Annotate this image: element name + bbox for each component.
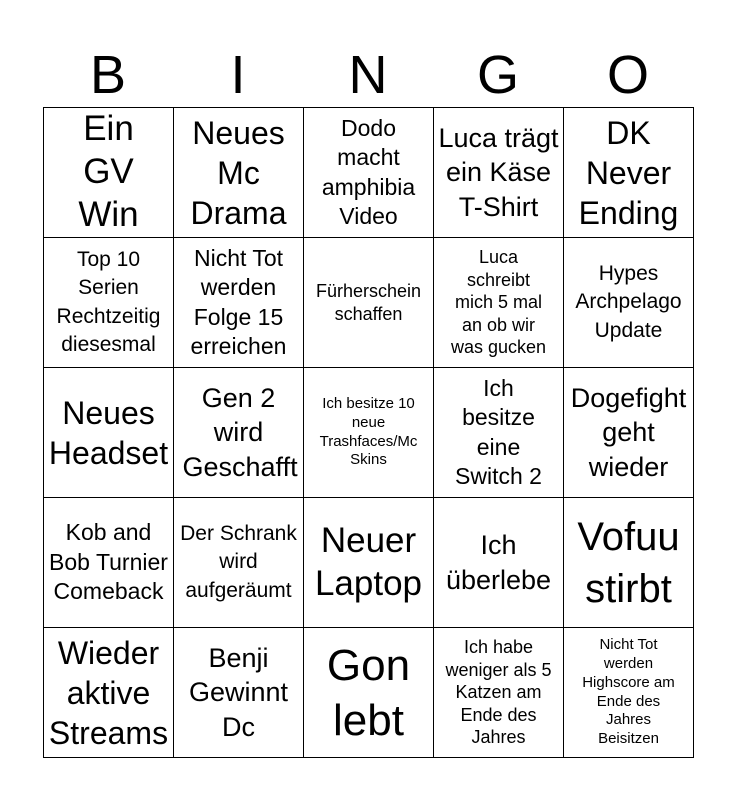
bingo-board — [43, 107, 694, 758]
cell-text: Nicht Tot werden Folge 15 erreichen — [190, 244, 287, 359]
bingo-cell[interactable] — [434, 238, 564, 368]
bingo-cell[interactable] — [174, 238, 304, 368]
bingo-cell[interactable] — [434, 108, 564, 238]
cell-text: Hypes Archpelago Update — [575, 261, 682, 342]
bingo-cell[interactable] — [434, 368, 564, 498]
header-letter-g: G — [476, 45, 519, 105]
cell-text: Ich besitze eine Switch 2 — [455, 374, 542, 489]
bingo-cell[interactable] — [174, 628, 304, 758]
bingo-cell[interactable] — [174, 498, 304, 628]
cell-text: Benji Gewinnt Dc — [188, 642, 289, 742]
cell-text: Nicht Tot werden Highscore am Ende des Jahres Beisitzen — [582, 636, 675, 747]
cell-text: Neues Headset — [48, 394, 169, 471]
bingo-cell[interactable] — [44, 628, 174, 758]
cell-text: Wieder aktive Streams — [48, 634, 169, 751]
cell-text: Ich besitze 10 neue Trashfaces/Mc Skins — [319, 395, 418, 469]
cell-text: Ich habe weniger als 5 Katzen am Ende des Jahres — [445, 637, 552, 748]
cell-text: Gon lebt — [326, 640, 411, 745]
header-letter-o: O — [606, 45, 649, 105]
bingo-header — [43, 42, 693, 108]
bingo-cell[interactable] — [304, 238, 434, 368]
cell-text: Top 10 Serien Rechtzeitig diesesmal — [56, 247, 161, 356]
bingo-cell[interactable] — [564, 238, 694, 368]
header-letter-i: I — [230, 45, 246, 105]
bingo-cell[interactable] — [564, 498, 694, 628]
bingo-cell[interactable] — [44, 108, 174, 238]
cell-text: Kob and Bob Turnier Comeback — [49, 519, 168, 605]
cell-text: Luca trägt ein Käse T-Shirt — [438, 122, 559, 222]
cell-text: Ein GV Win — [78, 109, 139, 234]
bingo-cell[interactable] — [434, 628, 564, 758]
bingo-cell[interactable] — [304, 498, 434, 628]
bingo-cell[interactable] — [44, 238, 174, 368]
bingo-cell[interactable] — [44, 498, 174, 628]
cell-text: Fürherschein schaffen — [315, 281, 422, 324]
cell-text: Gen 2 wird Geschafft — [182, 382, 298, 482]
bingo-cell[interactable] — [304, 628, 434, 758]
cell-text: Neuer Laptop — [314, 520, 423, 603]
bingo-cell[interactable] — [44, 368, 174, 498]
cell-text: Ich überlebe — [445, 529, 552, 595]
bingo-cell[interactable] — [434, 498, 564, 628]
cell-text: Dodo macht amphibia Video — [321, 114, 416, 229]
cell-text: Luca schreibt mich 5 mal an ob wir was gucken — [450, 247, 547, 358]
cell-text: Dogefight geht wieder — [570, 382, 687, 482]
bingo-cell[interactable] — [564, 368, 694, 498]
cell-text: DK Never Ending — [578, 114, 679, 231]
header-letter-n: N — [348, 45, 388, 105]
bingo-cell[interactable] — [564, 108, 694, 238]
bingo-cell[interactable] — [304, 368, 434, 498]
cell-text: Vofuu stirbt — [577, 514, 680, 611]
bingo-cell[interactable] — [174, 368, 304, 498]
bingo-cell[interactable] — [564, 628, 694, 758]
cell-text: Der Schrank wird aufgeräumt — [180, 521, 297, 602]
bingo-cell[interactable] — [304, 108, 434, 238]
bingo-cell[interactable] — [174, 108, 304, 238]
header-letter-b: B — [89, 45, 127, 105]
cell-text: Neues Mc Drama — [190, 114, 287, 231]
